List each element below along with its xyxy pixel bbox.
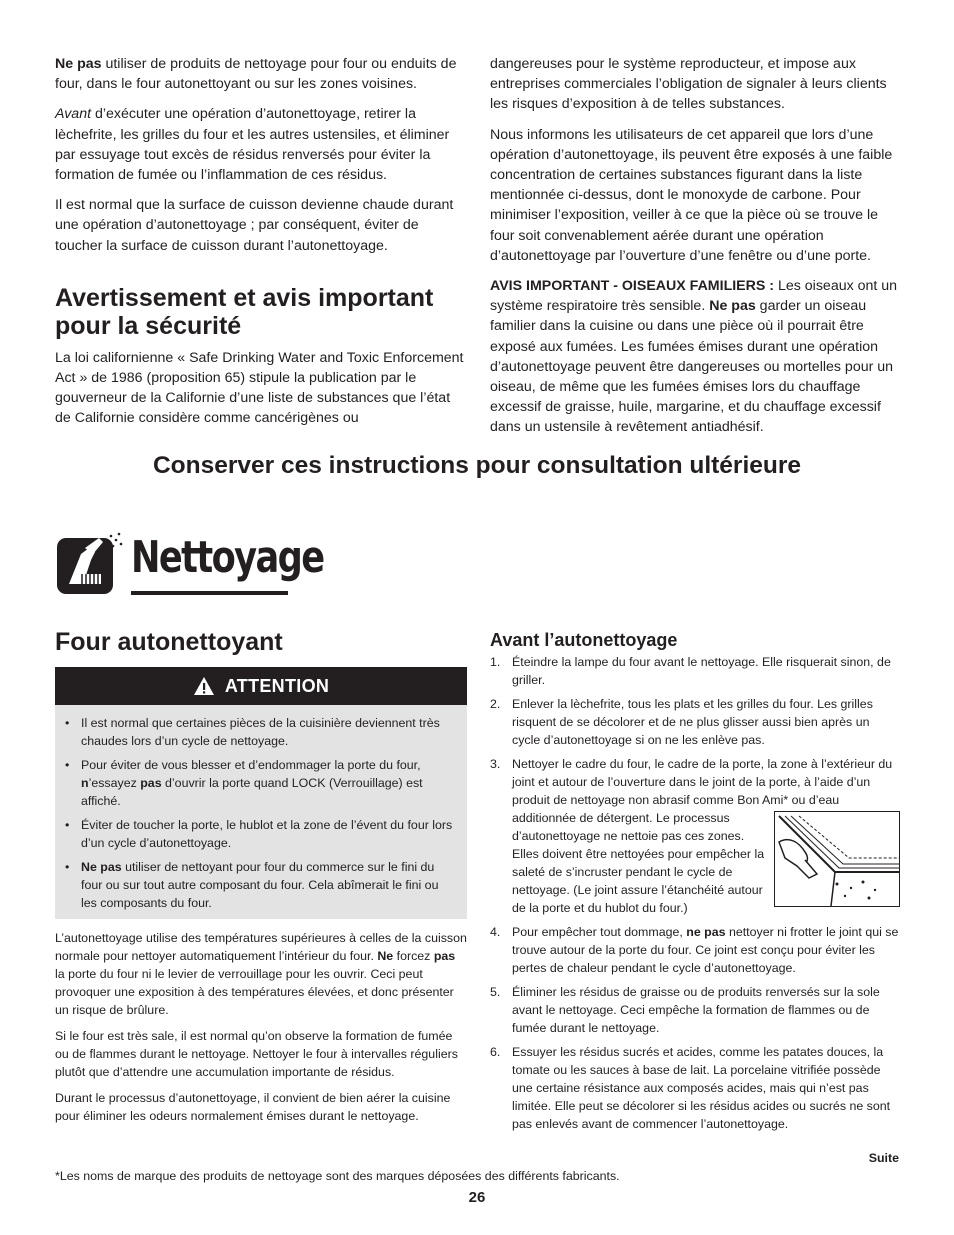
section-title-underline [131, 591, 288, 595]
list-item: • Ne pas utiliser de nettoyant pour four du commerce sur le fini du four ou sur tout autre composant du four. Cela abîmerait le fini ou les composants du four. [65, 858, 457, 912]
warning-icon [193, 676, 215, 696]
section-title: Nettoyage [131, 532, 324, 583]
list-item: 2. Enlever la lèchefrite, tous les plats et les grilles du four. Les grilles risquent de se décolorer et de ne plus glisser aussi bien après un cycle d’autonettoyage si on ne les enlève pas. [490, 697, 873, 747]
list-item: 3. Nettoyer le cadre du four, le cadre de la porte, la zone à l’extérieur du joint et autour de l’ouverture dans le joint de la porte, à l’aide d’un produit de nettoyage non abrasif comme Bon Ami* ou d’eau additionnée de détergent. Le processus d’autonettoyage ne nettoie pas ces zones. Elles doivent être nettoyées pour empêcher la saleté de s’incruster pendant le cycle de nettoyage. (Le joint assure l’étanchéité autour de la porte et du hublot du four.) [490, 755, 900, 917]
list-item: • Éviter de toucher la porte, le hublot et la zone de l’évent du four lors d’un cycle d’autonettoyage. [65, 816, 457, 852]
avant-title: Avant l’autonettoyage [490, 630, 678, 650]
conserve-title: Conserver ces instructions pour consultation ultérieure [152, 452, 802, 479]
door-gasket-illustration [774, 811, 900, 907]
list-item: • Pour éviter de vous blesser et d’endommager la porte du four, n’essayez pas d’ouvrir la porte quand LOCK (Verrouillage) est affiché. [65, 756, 457, 810]
paragraph: L’autonettoyage utilise des températures supérieures à celles de la cuisson normale pour nettoyer automatiquement l’intérieur du four. Ne forcez pas la porte du four ni le levier de verrouillage pour les ouvrir. Ceci peut provoquer une exposition à des températures élevées, et donc présenter un risque de brûlure. [55, 931, 467, 1017]
paragraph: La loi californienne « Safe Drinking Water and Toxic Enforcement Act » de 1986 (proposition 65) stipule la publication par le gouverneur de la Californie d’une liste de substances que l’état de Californie considère comme cancérigènes ou [55, 349, 464, 427]
list-item: 4. Pour empêcher tout dommage, ne pas nettoyer ni frotter le joint qui se trouve autour de la porte du four. Ce joint est conçu pour éviter les pertes de chaleur pendant le cycle d’autonettoyage. [490, 925, 899, 975]
safety-heading: Avertissement et avis important pour la sécurité [55, 283, 434, 340]
paragraph: Il est normal que la surface de cuisson devienne chaude durant une opération d’autonettoyage ; par conséquent, éviter de toucher la surface de cuisson durant l’autonettoyage. [55, 197, 454, 254]
continued-label: Suite [868, 1151, 899, 1165]
attention-list [65, 714, 457, 918]
paragraph: Avant d’exécuter une opération d’autonettoyage, retirer la lèchefrite, les grilles du four et les autres ustensiles, et éliminer par essuyage tout excès de résidus renversés pour éviter la formation de fumée ou l’inflammation de ces résidus. [55, 106, 450, 184]
attention-box [55, 705, 467, 919]
paragraph: Nous informons les utilisateurs de cet appareil que lors d’une opération d’autonettoyage, ils peuvent être exposés à une faible concentration de certaines substances figurant dans la liste mentionnée ci-dessus, dont le monoxyde de carbone. Pour minimiser l’exposition, veiller à ce que la pièce où se trouve le four soit convenablement aérée durant une opération d’autonettoyage par l’ouverture d’une fenêtre ou d’une porte. [490, 126, 893, 264]
paragraph: AVIS IMPORTANT - OISEAUX FAMILIERS : Les oiseaux ont un système respiratoire très sensible. Ne pas garder un oiseau familier dans la cuisine ou dans une pièce où il pourrait être exposé aux fumées. Les fumées émises durant une opération d’autonettoyage peuvent être dangereuses ou mortelles pour un oiseau, de même que les fumées émises lors du chauffage excessif de graisse, huile, margarine, et du chauffage excessif dans un ustensile à revêtement antiadhésif. [490, 278, 898, 436]
top-right-column [490, 54, 900, 438]
list-item: 6. Essuyer les résidus sucrés et acides, comme les patates douces, la tomate ou les sauces à base de lait. La porcelaine vitrifiée possède une certaine résistance aux composés acides, mais qui n’est pas limitée. Elle peut se décolorer si les résidus acides ou sucrés ne sont pas enlevés avant de commencer l’autonettoyage. [490, 1045, 891, 1131]
paragraph: Durant le processus d’autonettoyage, il convient de bien aérer la cuisine pour éliminer les odeurs normalement émises durant le nettoyage. [55, 1091, 451, 1123]
paragraph: Si le four est très sale, il est normal qu’on observe la formation de fumée ou de flammes durant le nettoyage. Nettoyer le four à intervalles réguliers plutôt que d’attendre une accumulation importante de résidus. [55, 1029, 458, 1079]
cleaning-icon [55, 530, 125, 596]
attention-label: ATTENTION [224, 675, 330, 696]
list-item: 5. Éliminer les résidus de graisse ou de produits renversés sur la sole avant le nettoyage. Ceci empêche la formation de flammes ou de fumée durant le nettoyage. [490, 985, 880, 1035]
list-item: • Il est normal que certaines pièces de la cuisinière deviennent très chaudes lors d’un cycle de nettoyage. [65, 714, 457, 750]
paragraph: dangereuses pour le système reproducteur, et impose aux entreprises commerciales l’obligation de signaler à leurs clients les risques d’exposition à de telles substances. [490, 56, 887, 113]
four-title: Four autonettoyant [55, 628, 283, 656]
paragraph: Ne pas utiliser de produits de nettoyage pour four ou enduits de four, dans le four autonettoyant ou sur les zones voisines. [55, 56, 457, 93]
top-left-column [55, 54, 465, 429]
attention-bar [55, 667, 467, 705]
footnote: *Les noms de marque des produits de nettoyage sont des marques déposées des différents fabricants. [55, 1169, 620, 1183]
steps-list [490, 653, 900, 1139]
list-item: 1. Éteindre la lampe du four avant le nettoyage. Elle risquerait sinon, de griller. [490, 655, 891, 687]
page-number: 26 [468, 1189, 486, 1206]
lower-left-column [55, 929, 467, 1125]
